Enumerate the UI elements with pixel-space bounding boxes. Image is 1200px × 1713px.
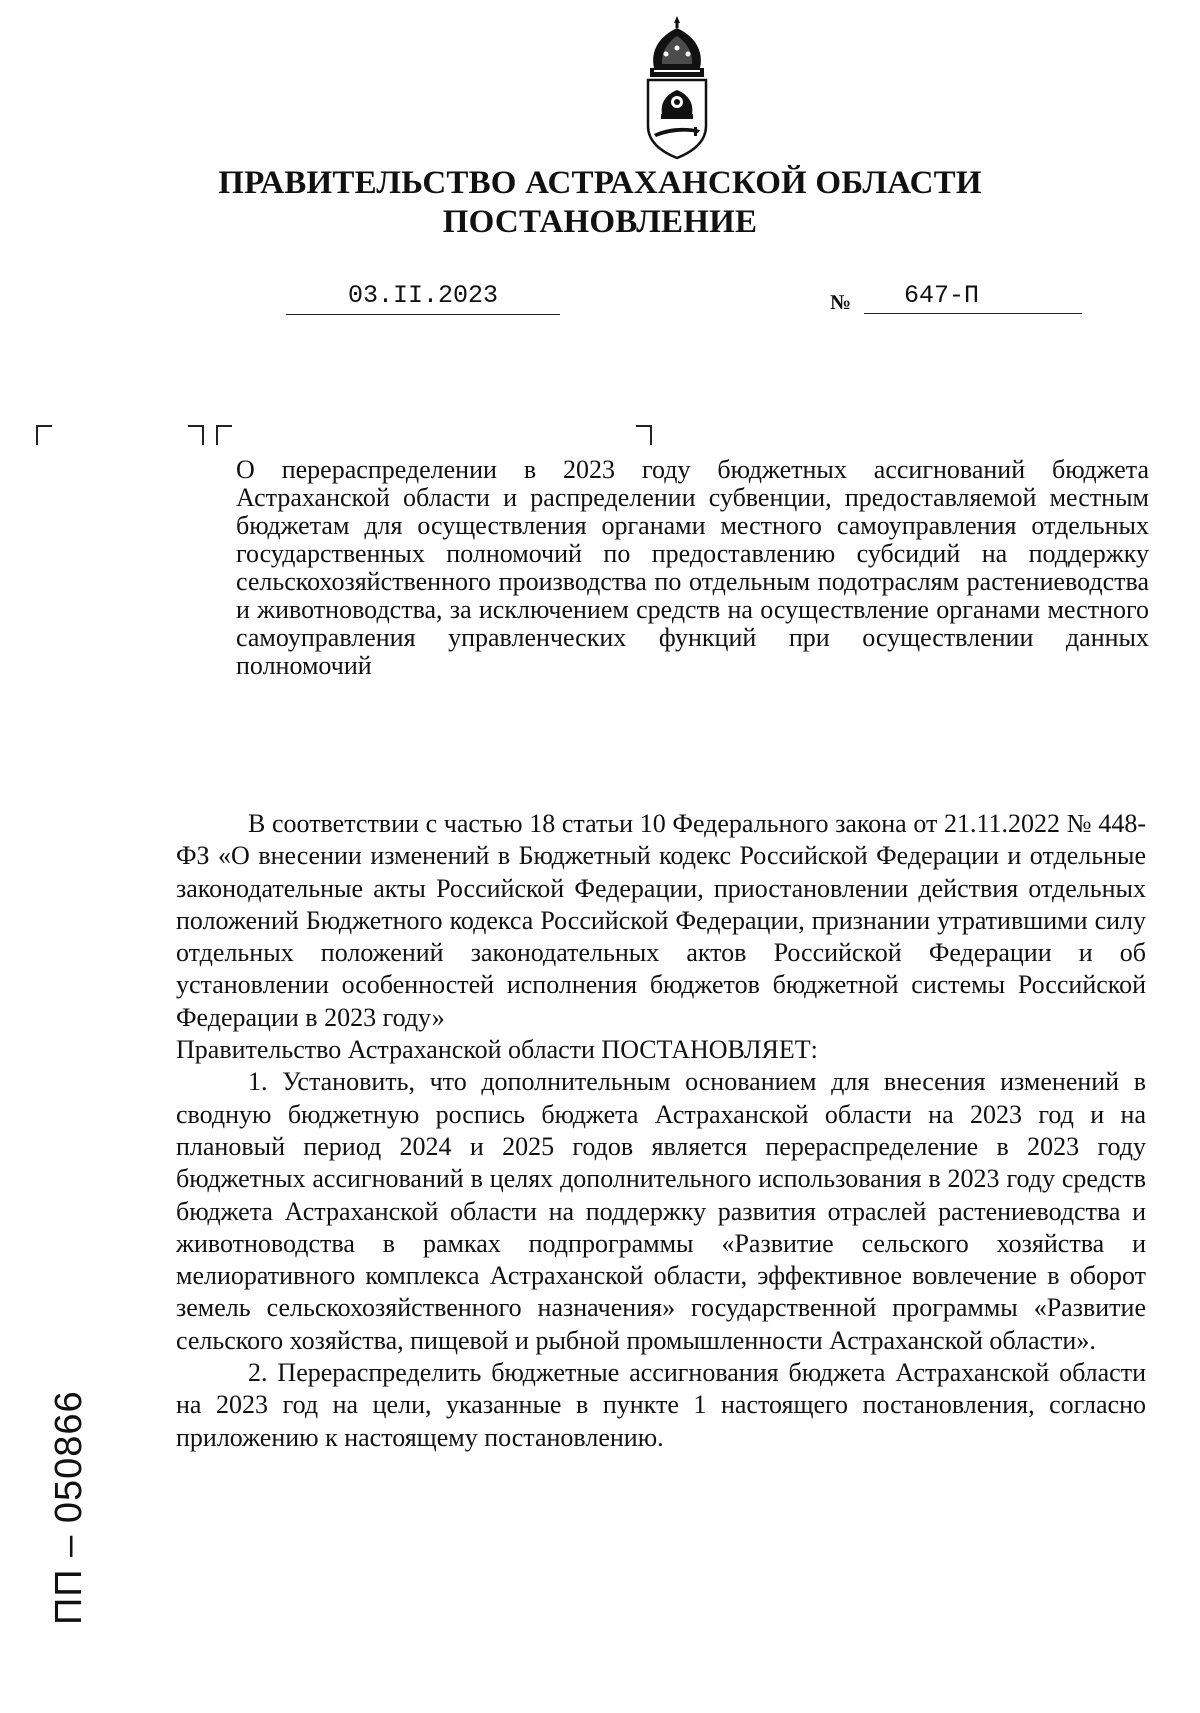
document-number: 647-П xyxy=(864,282,1082,314)
registry-side-code: ПП – 050866 xyxy=(48,1390,90,1625)
document-subject: О перераспределении в 2023 году бюджетных ассигнований бюджета Астраханской области и распределении субвенции, предоставляемой местным бюджетам для осуществления органами местного самоуправления отдельных государственных полномочий по предоставлению субсидий на поддержку сельскохозяйственного производства по отдельным подотраслям растениеводства и животноводства, за исключением средств на осуществление органами местного самоуправления управленческих функций при осуществлении данных полномочий xyxy=(236,455,1149,680)
clause-2: 2. Перераспределить бюджетные ассигнования бюджета Астраханской области на 2023 год на цели, указанные в пункте 1 настоящего постановления, согласно приложению к настоящему постановлению. xyxy=(176,1358,1146,1452)
corner-mark-subject-open xyxy=(216,425,232,445)
corner-mark-subject-close xyxy=(636,425,652,445)
number-sign-label: № xyxy=(830,290,852,314)
resolution-line: Правительство Астраханской области ПОСТАНОВЛЯЕТ: xyxy=(176,1035,818,1065)
document-body xyxy=(176,808,1146,1454)
corner-mark-left-close xyxy=(188,425,204,445)
document-title-type: ПОСТАНОВЛЕНИЕ xyxy=(442,204,758,240)
clause-1: 1. Установить, что дополнительным основанием для внесения изменений в сводную бюджетную роспись бюджета Астраханской области на 2023 год и на плановый период 2024 и 2025 годов является перераспределение в 2023 году бюджетных ассигнований в целях дополнительного использования в 2023 году средств бюджета Астраханской области на поддержку развития отраслей растениеводства и животноводства в рамках подпрограммы «Развитие сельского хозяйства и мелиоративного комплекса Астраханской области, эффективное вовлечение в оборот земель сельскохозяйственного назначения» государственной программы «Развитие сельского хозяйства, пищевой и рыбной промышленности Астраханской области». xyxy=(176,1067,1146,1355)
document-title-issuer: ПРАВИТЕЛЬСТВО АСТРАХАНСКОЙ ОБЛАСТИ xyxy=(218,165,982,201)
corner-mark-left xyxy=(36,425,52,445)
coat-of-arms-emblem xyxy=(636,14,718,160)
preamble-paragraph: В соответствии с частью 18 статьи 10 Федерального закона от 21.11.2022 № 448-ФЗ «О внесении изменений в Бюджетный кодекс Российской Федерации и отдельные законодательные акты Российской Федерации, приостановлении действия отдельных положений Бюджетного кодекса Российской Федерации, признании утратившими силу отдельных положений законодательных актов Российской Федерации и об установлении особенностей исполнения бюджетов бюджетной системы Российской Федерации в 2023 году» xyxy=(176,809,1146,1032)
document-date: 03.II.2023 xyxy=(286,282,560,315)
